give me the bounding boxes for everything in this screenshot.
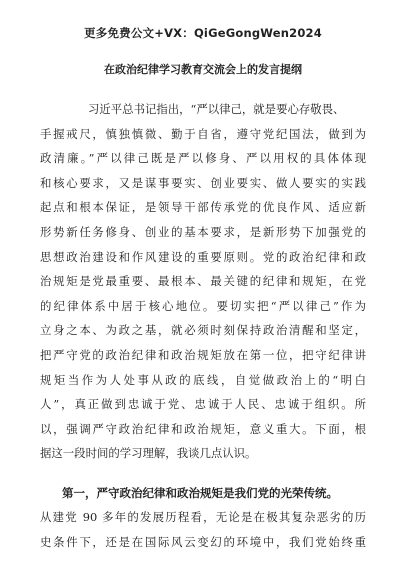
paragraph-line: 据这一段时间的学习理解，我谈几点认识。 [40,446,257,461]
paragraph-section1 [40,505,366,554]
document-title: 在政治纪律学习教育交流会上的发言提纲 [104,63,302,76]
paragraph-spacer [40,466,366,481]
paragraph-line: 立身之本、为政之基，就必须时刻保持政治清醒和坚定， [40,323,366,338]
paragraph-line: 史条件下，还是在国际风云变幻的环境中，我们党始终重 [40,534,366,549]
paragraph-line: 手握戒尺，慎独慎微、勤于自省，遵守党纪国法，做到为 [40,126,366,141]
paragraph-line: 规矩当作为人处事从政的底线，自觉做政治上的“明白 [40,372,366,387]
paragraph-line: 人”，真正做到忠诚于党、忠诚于人民、忠诚于组织。所 [40,397,366,412]
paragraph-line: 把严守党的政治纪律和政治规矩放在第一位，把守纪律讲 [40,347,366,362]
paragraph-line: 治规矩是党最重要、最根本、最关键的纪律和规矩，在党 [40,274,366,289]
paragraph-line: 以，强调严守政治纪律和政治规矩，意义重大。下面，根 [40,421,366,436]
section-heading: 第一，严守政治纪律和政治规矩是我们党的光荣传统。 [62,485,338,500]
paragraph-intro [40,97,366,466]
paragraph-line: 形势新任务修身、创业的基本要求，是新形势下加强党的 [40,224,366,239]
paragraph-line: 的纪律体系中居于核心地位。要切实把“严以律己”作为 [40,298,366,313]
watermark-header: 更多免费公文+VX：QiGeGongWen2024 [84,26,322,40]
paragraph-line: 和核心要求，又是谋事要实、创业要实、做人要实的实践 [40,175,366,190]
paragraph-line: 思想政治建设和作风建设的重要原则。党的政治纪律和政 [40,249,366,264]
paragraph-line: 从建党 90 多年的发展历程看，无论是在极其复杂恶劣的历 [40,509,366,524]
paragraph-line: 习近平总书记指出，“严以律己，就是要心存敬畏、 [88,102,345,116]
paragraph-line: 起点和根本保证，是领导干部传承党的优良作风、适应新 [40,200,366,215]
paragraph-line: 政清廉。”严以律己既是严以修身、严以用权的具体体现 [40,151,366,166]
